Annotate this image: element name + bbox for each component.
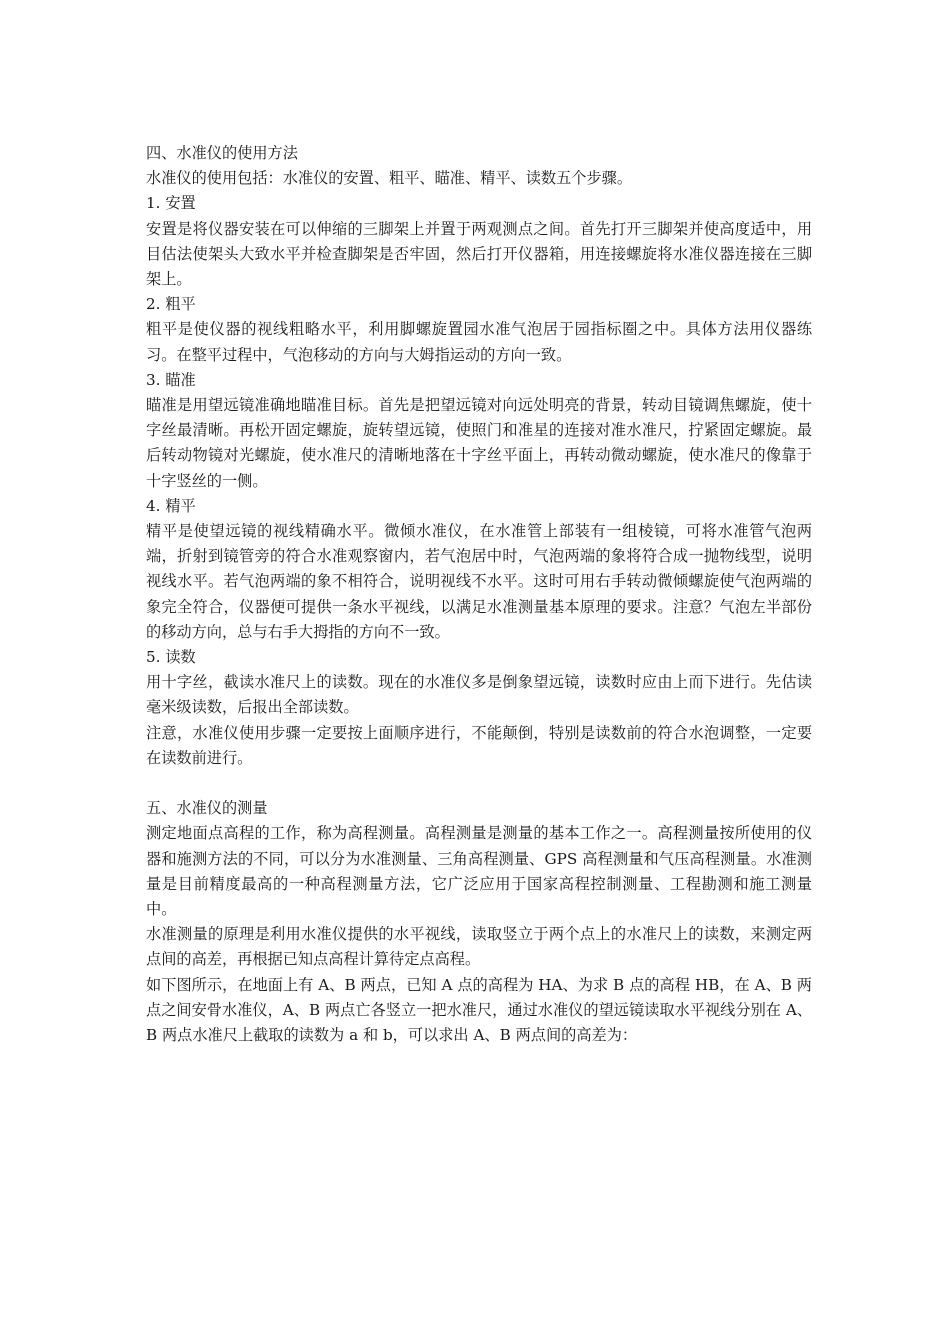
section-5-title: 五、水准仪的测量 bbox=[146, 799, 268, 818]
step-4-body: 精平是使望远镜的视线精确水平。微倾水准仪，在水准管上部装有一组棱镜，可将水准管气泡两端，折射到镜管旁的符合水准观察窗内，若气泡居中时，气泡两端的象将符合成一抛物线型，说明视线水平。若气泡两端的象不相符合，说明视线不水平。这时可用右手转动微倾螺旋使气泡两端的象完全符合，仪器便可提供一条水平视线，以满足水准测量基本原理的要求。注意？气泡左半部份的移动方向，总与右手大拇指的方向不一致。 bbox=[146, 522, 812, 641]
section-4-note: 注意，水准仪使用步骤一定要按上面顺序进行，不能颠倒，特别是读数前的符合水泡调整，一定要在读数前进行。 bbox=[146, 723, 812, 767]
step-2-title: 2. 粗平 bbox=[146, 295, 196, 314]
step-3-body: 瞄准是用望远镜准确地瞄准目标。首先是把望远镜对向远处明亮的背景，转动目镜调焦螺旋，使十字丝最清晰。再松开固定螺旋，旋转望远镜，使照门和准星的连接对准水准尺，拧紧固定螺旋。最后转动物镜对光螺旋，使水准尺的清晰地落在十字丝平面上，再转动微动螺旋，使水准尺的像靠于十字竖丝的一侧。 bbox=[146, 396, 812, 490]
step-5-title: 5. 读数 bbox=[146, 648, 196, 667]
step-4-title: 4. 精平 bbox=[146, 496, 196, 515]
step-5-body: 用十字丝，截读水准尺上的读数。现在的水准仪多是倒象望远镜，读数时应由上而下进行。先估读毫米级读数，后报出全部读数。 bbox=[146, 673, 812, 717]
section-5-paragraph-1: 测定地面点高程的工作，称为高程测量。高程测量是测量的基本工作之一。高程测量按所使用的仪器和施测方法的不同，可以分为水准测量、三角高程测量、GPS 高程测量和气压高程测量。水准测量是目前精度最高的一种高程测量方法，它广泛应用于国家高程控制测量、工程勘测和施工测量中。 bbox=[146, 824, 812, 919]
section-4-title: 四、水准仪的使用方法 bbox=[146, 144, 298, 162]
section-5-paragraph-3: 如下图所示，在地面上有 A、B 两点，已知 A 点的高程为 HA、为求 B 点的高程 HB，在 A、B 两点之间安骨水准仪，A、B 两点亡各竖立一把水准尺，通过水准仪的望远镜读取水平视线分别在 A、B 两点水准尺上截取的读数为 a 和 b，可以求出 A、B 两点间的高差为： bbox=[146, 975, 812, 1045]
blank-line bbox=[146, 771, 812, 796]
step-2-body: 粗平是使仪器的视线粗略水平，利用脚螺旋置园水准气泡居于园指标圈之中。具体方法用仪器练习。在整平过程中，气泡移动的方向与大姆指运动的方向一致。 bbox=[146, 320, 812, 364]
step-3-title: 3. 瞄准 bbox=[146, 370, 196, 389]
step-1-title: 1. 安置 bbox=[146, 194, 196, 213]
section-4-intro: 水准仪的使用包括：水准仪的安置、粗平、瞄准、精平、读数五个步骤。 bbox=[146, 169, 632, 188]
section-5-paragraph-2: 水准测量的原理是利用水准仪提供的水平视线，读取竖立于两个点上的水准尺上的读数，来测定两点间的高差，再根据已知点高程计算待定点高程。 bbox=[146, 925, 812, 969]
step-1-body: 安置是将仪器安装在可以伸缩的三脚架上并置于两观测点之间。首先打开三脚架并使高度适中，用目估法使架头大致水平并检查脚架是否牢固，然后打开仪器箱，用连接螺旋将水准仪器连接在三脚架上。 bbox=[146, 219, 812, 289]
document-body bbox=[146, 141, 812, 1048]
